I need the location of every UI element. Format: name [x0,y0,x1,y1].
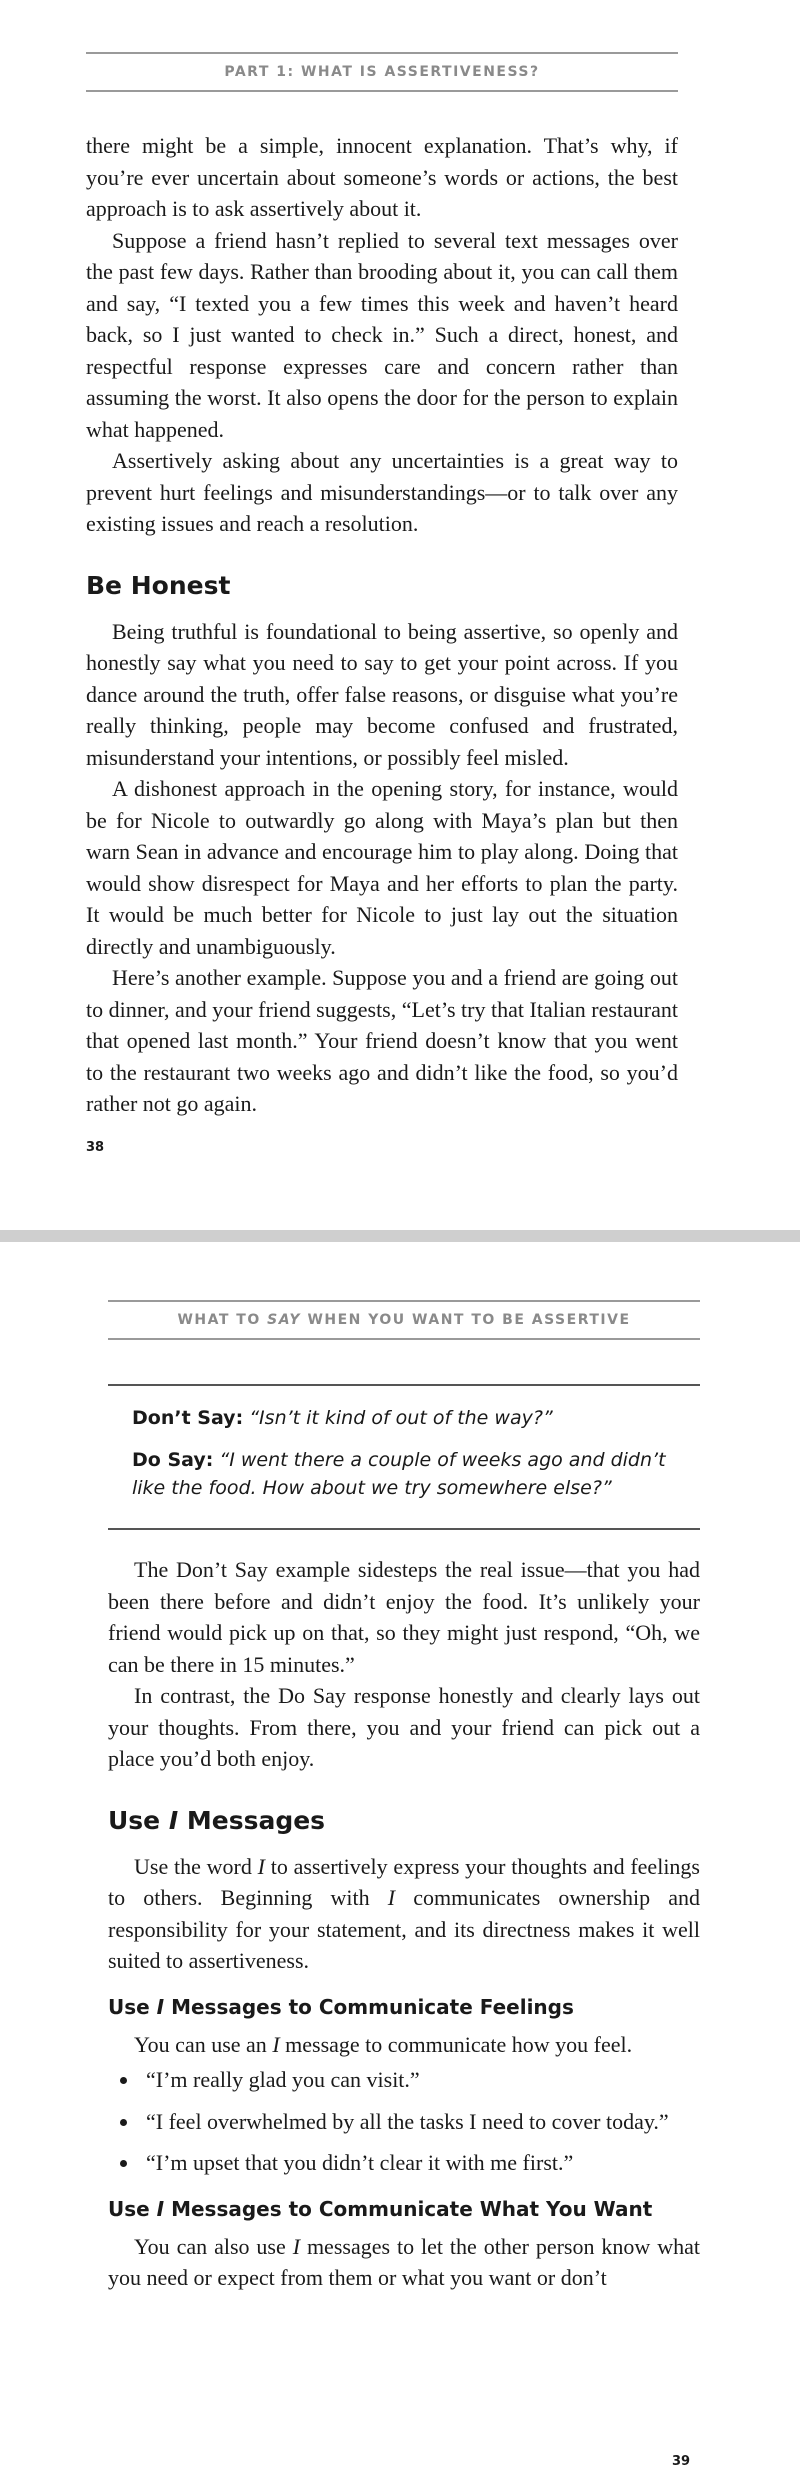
list-item: • “I’m upset that you didn’t clear it with me first.” [140,2147,700,2179]
example-list [108,2064,700,2179]
heading-part: Messages [178,1805,326,1835]
running-head-part: WHAT TO [177,1312,268,1328]
page-number: 39 [672,2454,691,2469]
do-say-label: Do Say: [132,1449,214,1471]
text-run: You can use an [134,2031,273,2057]
paragraph: Suppose a friend hasn’t replied to several text messages over the past few days. Rather than brooding about it, you can call them and say, “I texted you a few times this week and haven’t heard back, so I just wanted to check in.” Such a direct, honest, and respectful response expresses care and concern rather than assuming the worst. It also opens the door for the person to explain what happened. [86,227,678,442]
do-say-quote: “I went there a couple of weeks ago and didn’t like the food. How about we try somewhere else?” [132,1449,666,1499]
page-38-content [86,130,678,1120]
text-run: communicates ownership and responsibility for your statement, and its directness makes it well suited to assertiveness. [108,1885,700,1973]
dont-say-line [132,1404,676,1432]
dont-say-quote: “Isn’t it kind of out of the way?” [249,1407,553,1429]
paragraph: Being truthful is foundational to being assertive, so openly and honestly say what you need to say to get your point across. If you dance around the truth, offer false reasons, or disguise what you’re really thinking, people may become confused and frustrated, misunderstand your intentions, or possibly feel misled. [86,618,678,770]
paragraph: Here’s another example. Suppose you and a friend are going out to dinner, and your friend suggests, “Let’s try that Italian restaurant that opened last month.” Your friend doesn’t know that you went to the restaurant two weeks ago and didn’t like the food, so you’d rather not go again. [86,965,678,1116]
page-39-content [108,1384,700,2294]
heading-part: Use [108,2196,157,2221]
paragraph: In contrast, the Do Say response honestly and clearly lays out your thoughts. From there, you and your friend can pick out a place you’d both enjoy. [108,1683,700,1771]
running-head [108,1300,700,1340]
running-head: PART 1: WHAT IS ASSERTIVENESS? [86,52,678,92]
paragraph: there might be a simple, innocent explanation. That’s why, if you’re ever uncertain about someone’s words or actions, the best approach is to ask assertively about it. [86,133,678,221]
page-38 [0,0,800,1230]
heading-part: Messages to Communicate Feelings [164,1994,574,2019]
list-item: • “I feel overwhelmed by all the tasks I need to cover today.” [140,2106,700,2138]
paragraph [108,1851,700,1977]
paragraph: The Don’t Say example sidesteps the real issue—that you had been there before and didn’t enjoy the food. It’s unlikely your friend would pick up on that, so they might just respond, “Oh, we can be there in 15 minutes.” [108,1557,700,1677]
page-number: 38 [86,1140,105,1155]
page-39 [0,1242,800,2482]
do-say-line [132,1446,676,1502]
section-heading-use-i-messages [108,1805,700,1837]
heading-part: Messages to Communicate What You Want [164,2196,653,2221]
paragraph [108,2231,700,2294]
text-italic: I [387,1885,396,1910]
list-item: • “I’m really glad you can visit.” [140,2064,700,2096]
subheading-what-you-want [108,2195,700,2223]
text-run: You can also use [134,2233,293,2259]
text-italic: I [257,1853,265,1879]
paragraph [108,2029,700,2061]
text-run: Use the word [134,1853,258,1879]
dont-say-label: Don’t Say: [132,1407,244,1429]
heading-italic: I [168,1805,179,1835]
paragraph: A dishonest approach in the opening story, for instance, would be for Nicole to outwardly go along with Maya’s plan but then warn Sean in advance and encourage him to play along. Doing that would show disrespect for Maya and her efforts to plan the party. It would be much better for Nicole to just lay out the situation directly and unambiguously. [86,776,678,959]
text-run: message to communicate how you feel. [279,2031,633,2057]
paragraph: Assertively asking about any uncertainties is a great way to prevent hurt feelings and misunderstandings—or to talk over any existing issues and reach a resolution. [86,448,678,536]
dont-say-do-say-box [108,1384,700,1530]
heading-italic: I [156,2196,165,2221]
section-heading-be-honest: Be Honest [86,570,231,600]
running-head-part: WHEN YOU WANT TO BE ASSERTIVE [301,1312,631,1328]
text-italic: I [272,2031,280,2057]
heading-italic: I [156,1994,165,2019]
text-run: messages to let the other person know what you need or expect from them or what you want or don’t [108,2233,700,2290]
heading-part: Use [108,1994,157,2019]
text-italic: I [292,2233,301,2259]
subheading-feelings [108,1993,700,2021]
heading-part: Use [108,1805,169,1835]
page-separator [0,1230,800,1242]
running-head-emphasis: SAY [267,1312,302,1328]
text-run: to assertively express your thoughts and feelings to others. Beginning with [108,1853,700,1910]
